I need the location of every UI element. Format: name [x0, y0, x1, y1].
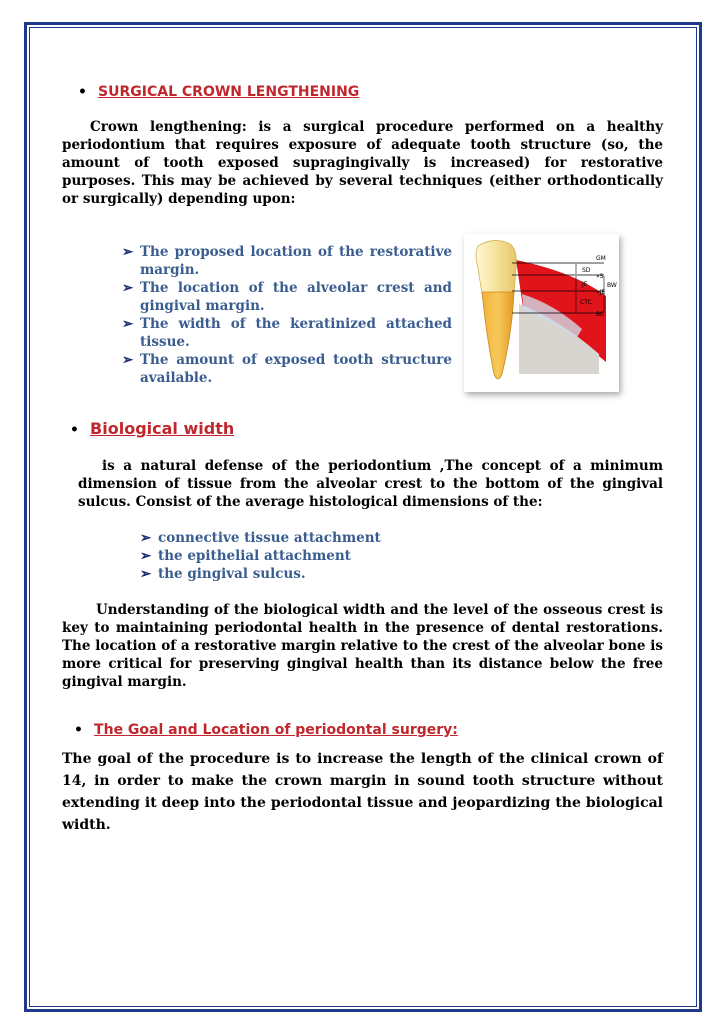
heading-text: Biological width [90, 419, 235, 438]
list-item: ➢ the gingival sulcus. [140, 566, 306, 582]
label-bje: »JE [596, 289, 606, 296]
list-item: ➢ the epithelial attachment [140, 548, 351, 564]
heading-text: The Goal and Location of periodontal surgery: [94, 722, 458, 738]
bullet-dot: • [70, 422, 79, 438]
list-item: ➢ The amount of exposed tooth structure available. [122, 352, 452, 386]
bullet-dot: • [78, 84, 87, 100]
list-item: ➢ The width of the keratinized attached tissue. [122, 316, 452, 350]
label-gm: GM [596, 255, 606, 262]
label-sd: SD [582, 267, 591, 274]
list-item: ➢ The location of the alveolar crest and gingival margin. [122, 280, 452, 314]
crown-lengthening-paragraph: Crown lengthening: is a surgical procedure performed on a healthy periodontium that requires exposure of adequate tooth structure (so, the amount of tooth exposed supragingivally is increased) for restorative purposes. This may be achieved by several techniques (either orthodontically or surgically) depending upon: [62, 119, 663, 207]
dimension-list [140, 529, 470, 583]
arrow-bullet-icon: ➢ [140, 530, 152, 546]
arrow-bullet-icon: ➢ [140, 548, 152, 564]
label-bc: BC [596, 311, 605, 318]
arrow-bullet-icon: ➢ [122, 280, 134, 296]
list-item: ➢ connective tissue attachment [140, 530, 381, 546]
bullet-dot: • [74, 722, 83, 738]
label-je: JE [582, 281, 588, 288]
arrow-bullet-icon: ➢ [122, 244, 134, 260]
tooth-root-shape [482, 292, 514, 379]
arrow-bullet-icon: ➢ [140, 566, 152, 582]
section-heading-crown-lengthening [78, 81, 359, 100]
section-heading-goal [74, 719, 458, 738]
label-bs: »S [596, 273, 604, 280]
biological-width-paragraph: is a natural defense of the periodontium ,The concept of a minimum dimension of tissue from the alveolar crest to the bottom of the gingival sulcus. Consist of the average histological dimensions of the: [78, 458, 663, 510]
goal-paragraph: The goal of the procedure is to increase the length of the clinical crown of 14, in order to make the crown margin in sound tooth structure without extending it deep into the periodontal tissue and jeopardizing the biological width. [62, 751, 663, 833]
label-ctc: CTC [580, 299, 592, 306]
understanding-paragraph: Understanding of the biological width and the level of the osseous crest is key to maintaining periodontal health in the presence of dental restorations. The location of a restorative margin relative to the crest of the alveolar bone is more critical for preserving gingival health than its distance below the free gingival margin. [62, 602, 663, 690]
tooth-diagram [464, 234, 619, 392]
biological-width-figure [464, 234, 619, 392]
tooth-crown-shape [476, 240, 516, 294]
heading-text: SURGICAL CROWN LENGTHENING [98, 84, 360, 100]
label-bw: BW [607, 282, 617, 289]
arrow-bullet-icon: ➢ [122, 316, 134, 332]
technique-factor-list [122, 243, 452, 387]
section-heading-biological-width [70, 419, 234, 438]
list-item: ➢ The proposed location of the restorative margin. [122, 244, 452, 278]
arrow-bullet-icon: ➢ [122, 352, 134, 368]
